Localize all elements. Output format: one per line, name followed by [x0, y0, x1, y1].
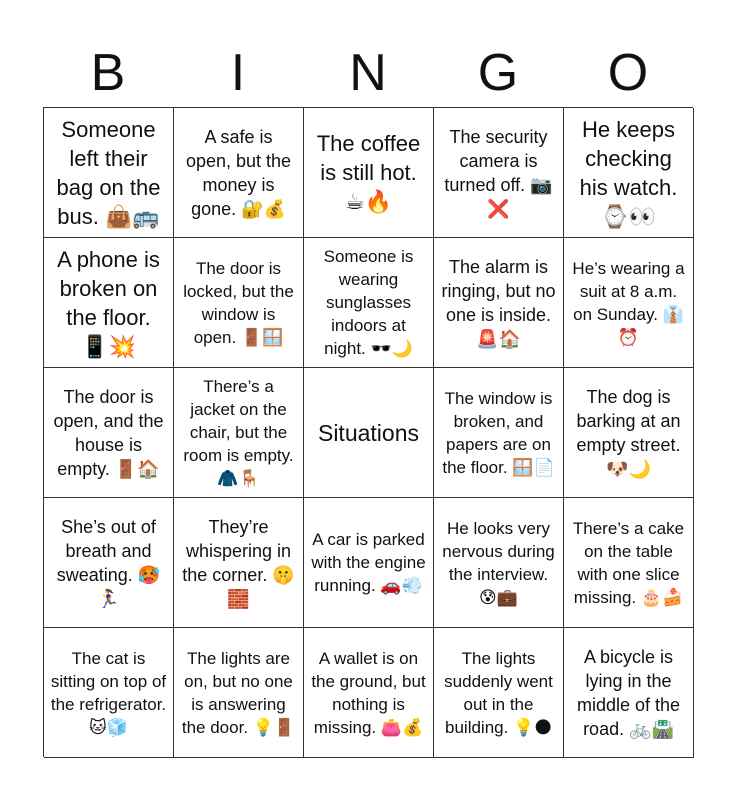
- cell-text: The door is open, and the house is empty. 🚪🏠: [53, 386, 164, 479]
- cell-text: A car is parked with the engine running. 🚗💨: [311, 530, 426, 595]
- header-letter-g: G: [477, 44, 519, 102]
- bingo-cell[interactable]: [304, 238, 434, 368]
- bingo-cell[interactable]: [564, 368, 694, 498]
- cell-text: A phone is broken on the floor. 📱💥: [57, 246, 160, 359]
- cell-text: A safe is open, but the money is gone. 🔐💰: [185, 126, 292, 219]
- cell-text: The cat is sitting on top of the refrigerator. 🐱🧊: [50, 648, 167, 737]
- bingo-cell[interactable]: [174, 108, 304, 238]
- cell-text: He looks very nervous during the interview. 😰💼: [442, 518, 555, 607]
- bingo-cell[interactable]: [174, 238, 304, 368]
- free-space[interactable]: [304, 368, 434, 498]
- cell-text: There’s a cake on the table with one slice missing. 🎂🍰: [572, 518, 685, 607]
- bingo-cell[interactable]: [434, 628, 564, 758]
- cell-text: The alarm is ringing, but no one is inside. 🚨🏠: [441, 256, 556, 349]
- bingo-cell[interactable]: [304, 498, 434, 628]
- cell-text: Someone left their bag on the bus. 👜🚌: [56, 116, 161, 229]
- header-letter-o: O: [607, 44, 649, 102]
- bingo-cell[interactable]: [564, 108, 694, 238]
- cell-text: The window is broken, and papers are on the floor. 🪟📄: [442, 388, 555, 477]
- bingo-cell[interactable]: [304, 628, 434, 758]
- free-space-label: Situations: [317, 419, 419, 446]
- cell-text: He keeps checking his watch. ⌚👀: [579, 116, 678, 229]
- cell-text: There’s a jacket on the chair, but the room is empty. 🧥🪑: [183, 377, 294, 488]
- cell-text: A wallet is on the ground, but nothing is missing. 👛💰: [311, 648, 426, 737]
- bingo-cell[interactable]: [564, 238, 694, 368]
- header-letter-b: B: [90, 44, 126, 102]
- bingo-cell[interactable]: [174, 498, 304, 628]
- cell-text: The security camera is turned off. 📷❌: [444, 126, 553, 219]
- bingo-cell[interactable]: [434, 498, 564, 628]
- cell-text: The dog is barking at an empty street. 🐶🌙: [576, 386, 681, 479]
- bingo-grid: [43, 107, 693, 757]
- bingo-cell[interactable]: [434, 368, 564, 498]
- bingo-cell[interactable]: [44, 238, 174, 368]
- bingo-cell[interactable]: [304, 108, 434, 238]
- header-letter-i: I: [230, 44, 246, 102]
- bingo-cell[interactable]: [564, 628, 694, 758]
- bingo-cell[interactable]: [44, 108, 174, 238]
- cell-text: The door is locked, but the window is open. 🚪🪟: [183, 258, 294, 347]
- bingo-cell[interactable]: [174, 368, 304, 498]
- cell-text: She’s out of breath and sweating. 🥵🏃‍♀️: [56, 516, 161, 609]
- cell-text: The lights are on, but no one is answering the door. 💡🚪: [181, 648, 296, 737]
- bingo-cell[interactable]: [434, 108, 564, 238]
- bingo-cell[interactable]: [434, 238, 564, 368]
- header-letter-n: N: [349, 44, 387, 102]
- bingo-cell[interactable]: [44, 368, 174, 498]
- cell-text: A bicycle is lying in the middle of the road. 🚲🛣️: [576, 646, 681, 739]
- bingo-header: [43, 40, 693, 106]
- cell-text: He’s wearing a suit at 8 a.m. on Sunday. 👔⏰: [572, 258, 685, 347]
- cell-text: Someone is wearing sunglasses indoors at night. 🕶️🌙: [323, 247, 414, 358]
- bingo-cell[interactable]: [44, 628, 174, 758]
- bingo-cell[interactable]: [44, 498, 174, 628]
- cell-text: The coffee is still hot. ☕🔥: [316, 131, 421, 214]
- cell-text: They’re whispering in the corner. 🤫🧱: [182, 516, 295, 609]
- bingo-cell[interactable]: [564, 498, 694, 628]
- cell-text: The lights suddenly went out in the building. 💡🌑: [444, 648, 553, 737]
- bingo-cell[interactable]: [174, 628, 304, 758]
